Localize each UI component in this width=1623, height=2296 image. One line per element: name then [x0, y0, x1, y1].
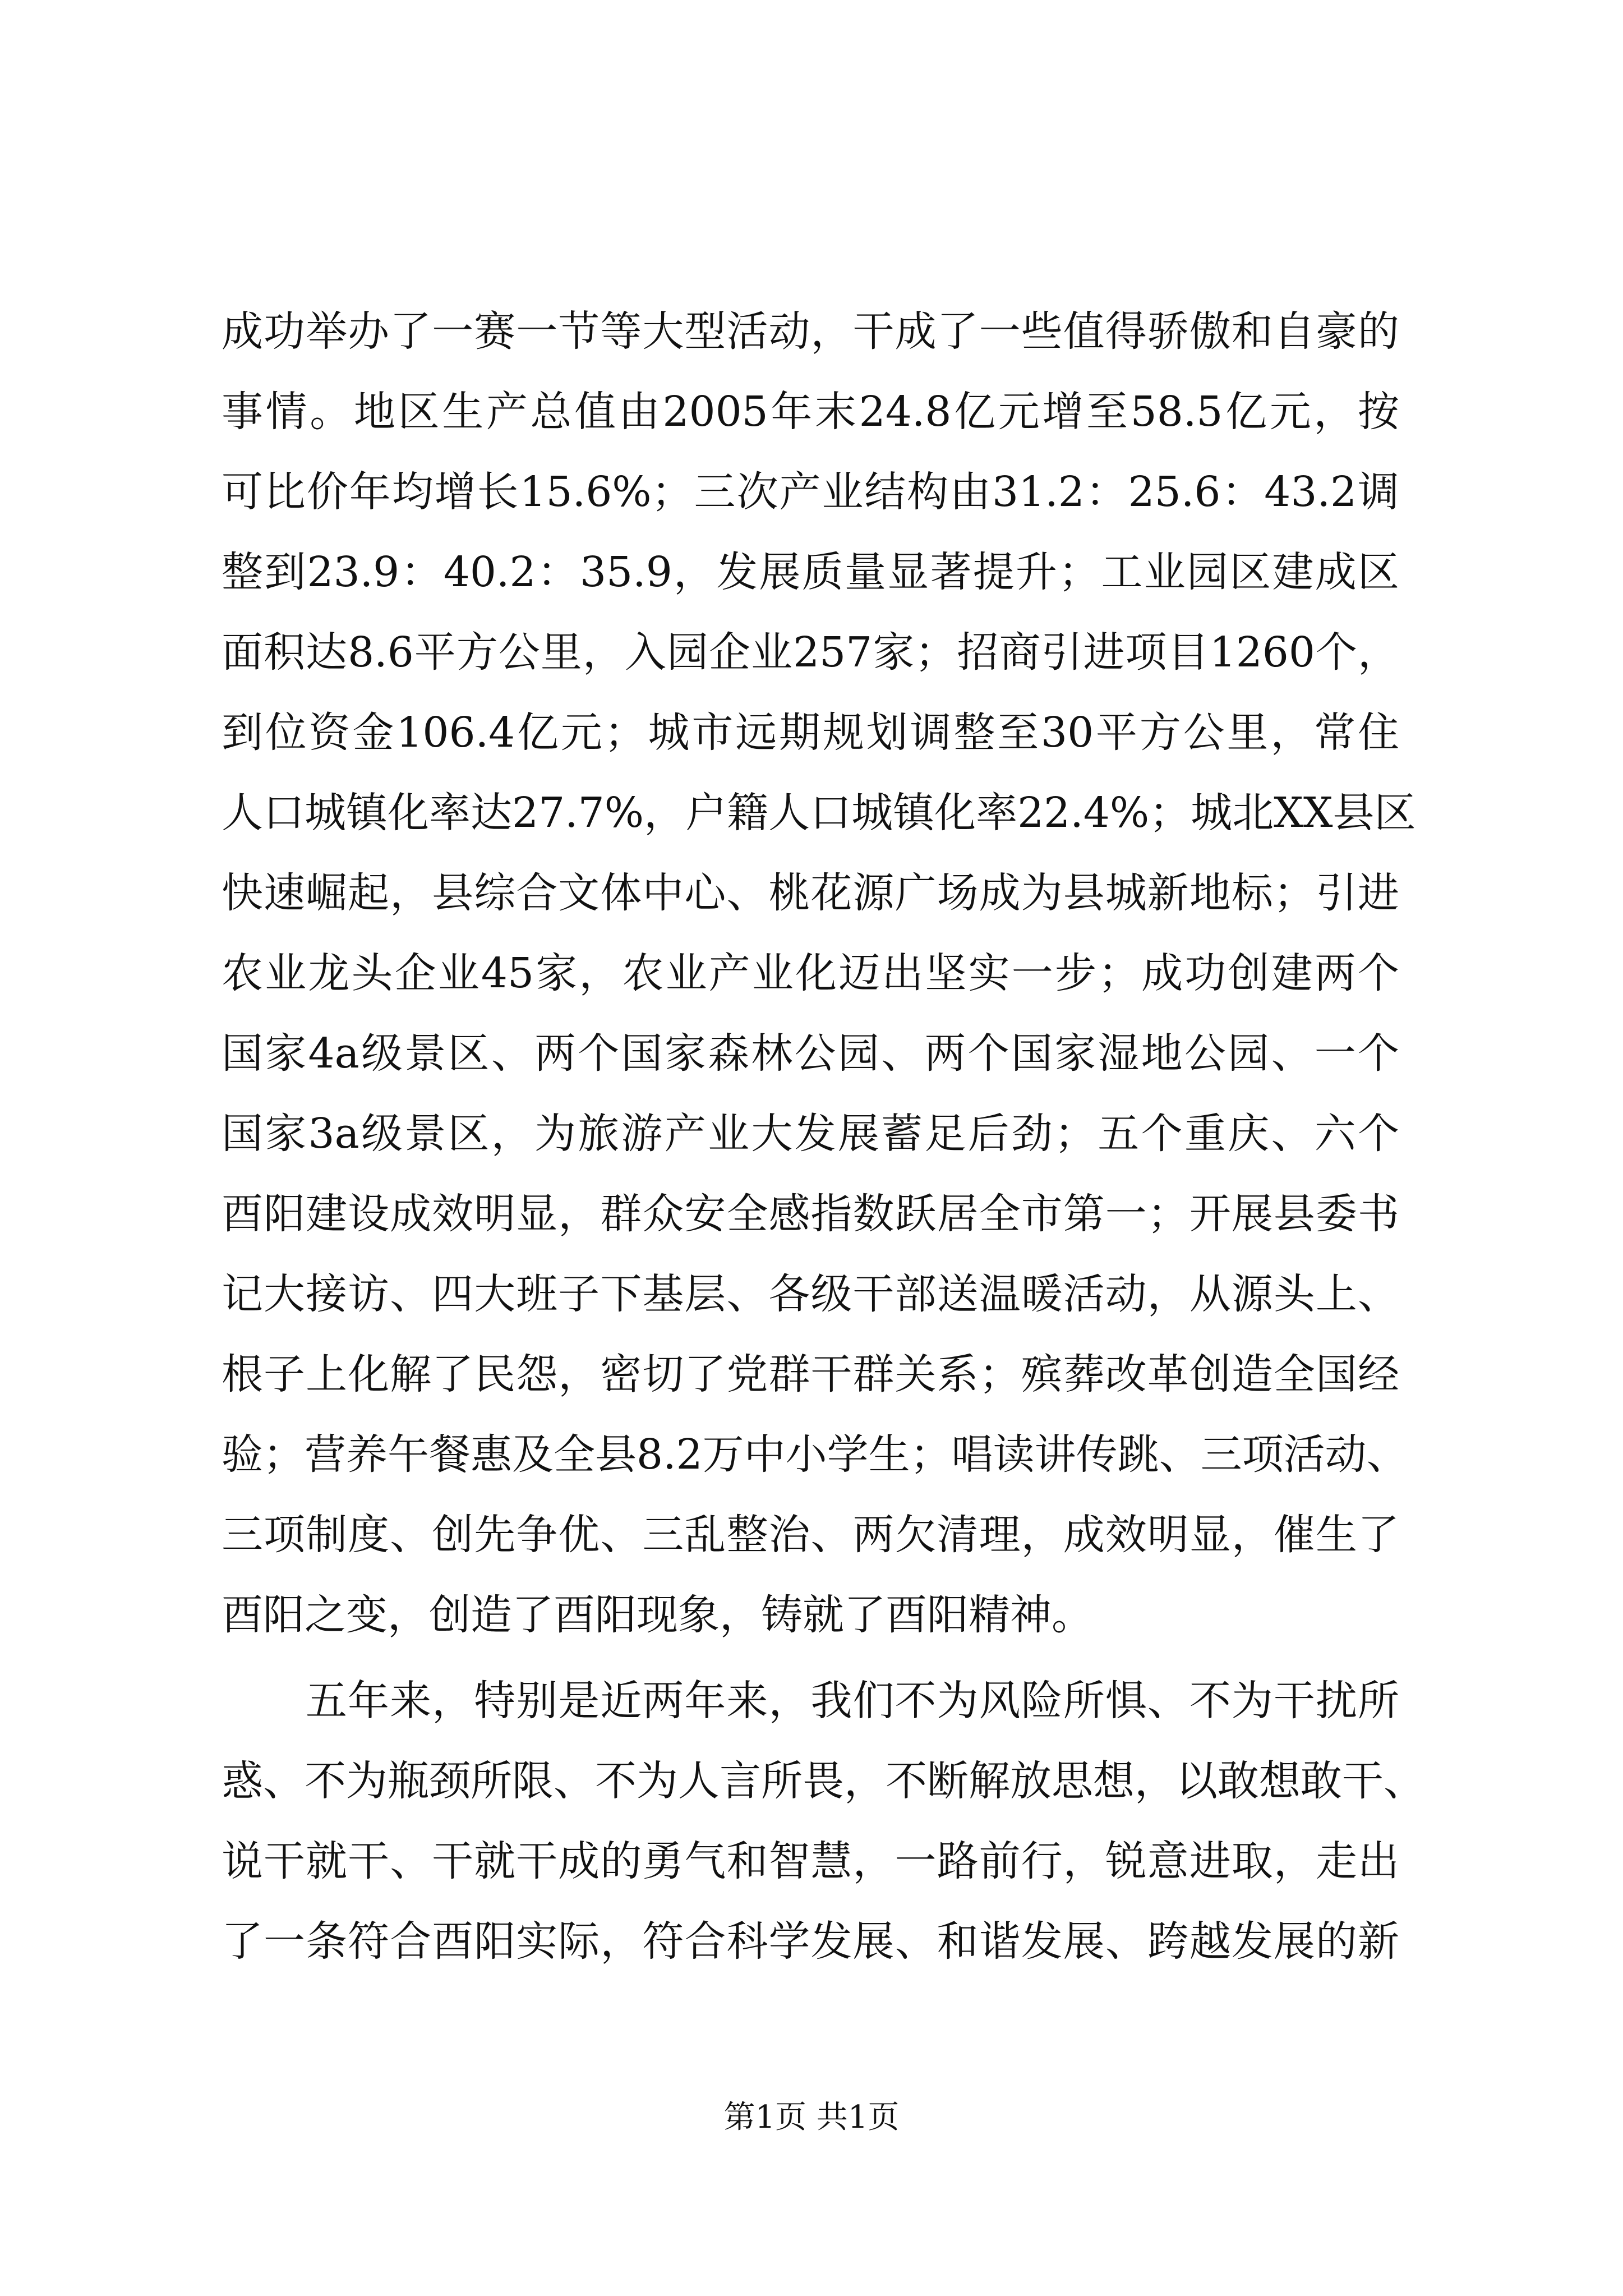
- paragraph-gap: [222, 1655, 1399, 1661]
- text-line: 验；营养午餐惠及全县8.2万中小学生；唱读讲传跳、三项活动、: [222, 1430, 1408, 1479]
- text-line: 了一条符合酉阳实际，符合科学发展、和谐发展、跨越发展的新: [222, 1917, 1399, 1966]
- text-line: 五年来，特别是近两年来，我们不为风险所惧、不为干扰所: [306, 1677, 1399, 1725]
- text-line: 整到23.9：40.2：35.9，发展质量显著提升；工业园区建成区: [222, 548, 1399, 596]
- text-line: 国家3a级景区，为旅游产业大发展蓄足后劲；五个重庆、六个: [222, 1110, 1399, 1158]
- body-text: [222, 292, 1425, 1982]
- page-footer: [0, 2095, 1623, 2140]
- text-line: 快速崛起，县综合文体中心、桃花源广场成为县城新地标；引进: [222, 869, 1399, 917]
- text-line: 惑、不为瓶颈所限、不为人言所畏，不断解放思想，以敢想敢干、: [222, 1757, 1425, 1805]
- page-number: 第1页 共1页: [723, 2099, 900, 2136]
- text-line: 酉阳之变，创造了酉阳现象，铸就了酉阳精神。: [222, 1591, 1093, 1639]
- text-line: 酉阳建设成效明显，群众安全感指数跃居全市第一；开展县委书: [222, 1190, 1399, 1238]
- text-line: 成功举办了一赛一节等大型活动，干成了一些值得骄傲和自豪的: [222, 307, 1399, 356]
- paragraph-1: [222, 292, 1416, 1655]
- text-line: 根子上化解了民怨，密切了党群干群关系；殡葬改革创造全国经: [222, 1350, 1399, 1398]
- text-line: 三项制度、创先争优、三乱整治、两欠清理，成效明显，催生了: [222, 1511, 1399, 1559]
- text-line: 农业龙头企业45家，农业产业化迈出坚实一步；成功创建两个: [222, 949, 1399, 997]
- text-line: 事情。地区生产总值由2005年末24.8亿元增至58.5亿元，按: [222, 388, 1399, 436]
- text-line: 到位资金106.4亿元；城市远期规划调整至30平方公里，常住: [222, 708, 1399, 757]
- text-line: 面积达8.6平方公里，入园企业257家；招商引进项目1260个，: [222, 628, 1399, 677]
- text-line: 说干就干、干就干成的勇气和智慧，一路前行，锐意进取，走出: [222, 1837, 1399, 1885]
- text-line: 记大接访、四大班子下基层、各级干部送温暖活动，从源头上、: [222, 1270, 1399, 1318]
- paragraph-2: [222, 1661, 1425, 1982]
- text-line: 可比价年均增长15.6%；三次产业结构由31.2：25.6：43.2调: [222, 468, 1399, 516]
- text-line: 国家4a级景区、两个国家森林公园、两个国家湿地公园、一个: [222, 1029, 1399, 1078]
- text-line: 人口城镇化率达27.7%，户籍人口城镇化率22.4%；城北XX县区: [222, 789, 1416, 837]
